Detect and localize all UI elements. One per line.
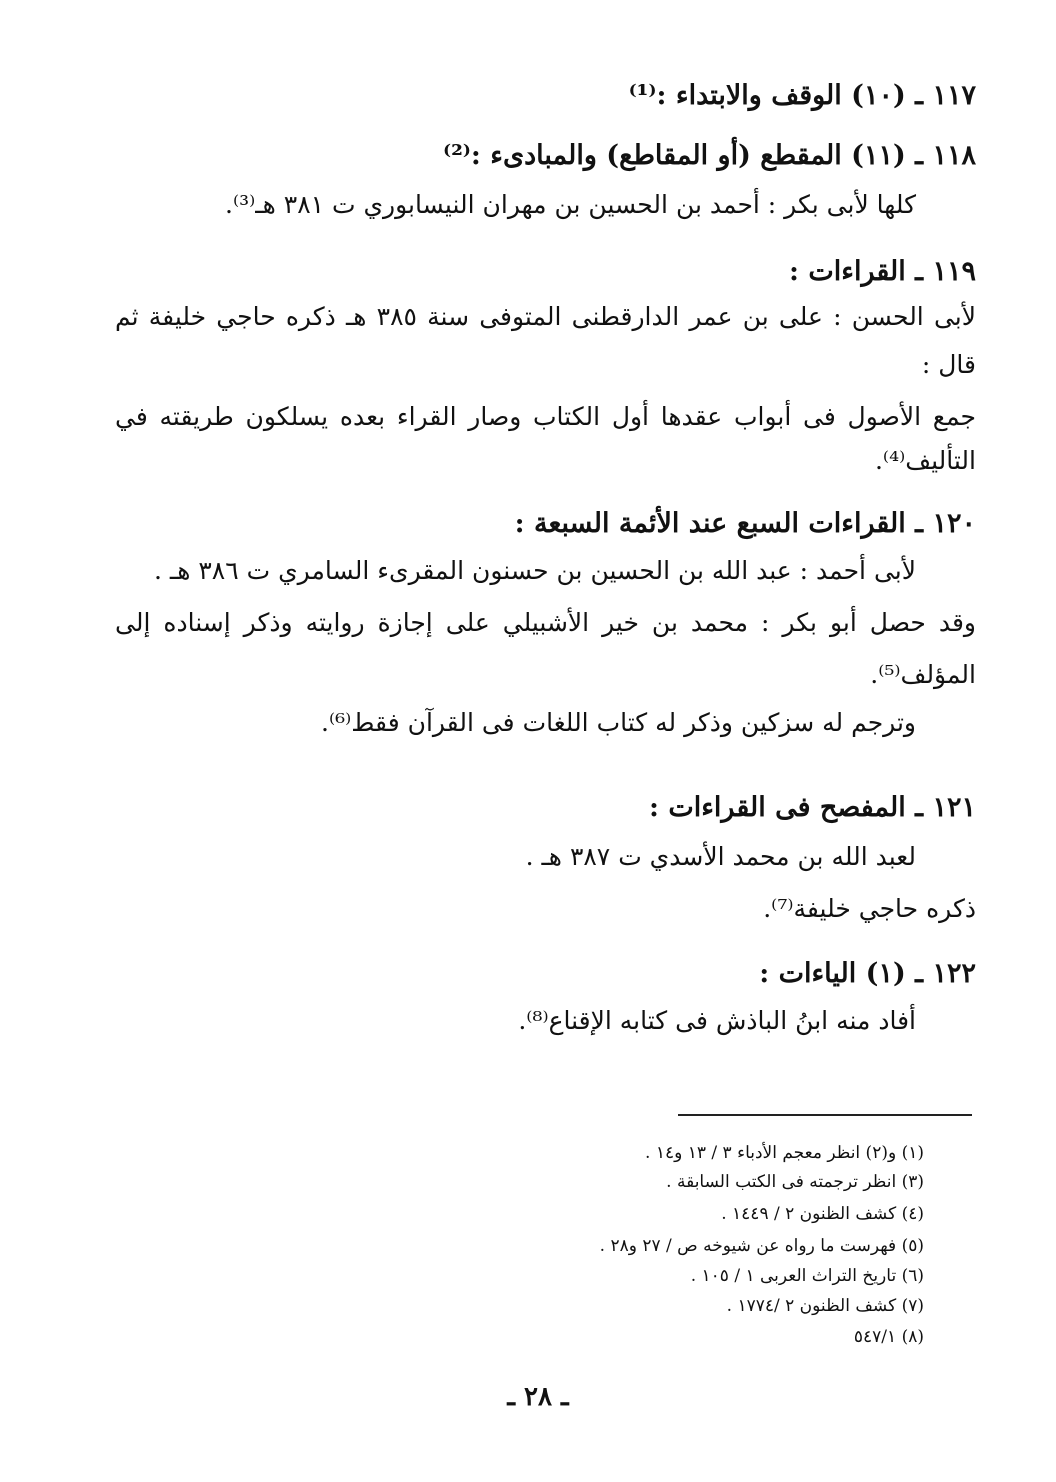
footnote-4: (٤) كشف الظنون ٢ / ١٤٤٩ .: [721, 1204, 924, 1224]
footnote-3: (٣) انظر ترجمته فى الكتب السابقة .: [666, 1172, 924, 1192]
entry-119-text-line-1: لأبى الحسن : على بن عمر الدارقطنى المتوفى سنة ٣٨٥ هـ ذكره حاجي خليفة ثم: [115, 302, 976, 331]
entry-121-text-line-1: لعبد الله بن محمد الأسدي ت ٣٨٧ هـ .: [525, 842, 916, 871]
entry-122-heading: ١٢٢ ـ (١) الياءات :: [759, 958, 976, 989]
footnote-5: (٥) فهرست ما رواه عن شيوخه ص / ٢٧ و٢٨ .: [599, 1236, 924, 1256]
footnote-7: (٧) كشف الظنون ٢ /١٧٧٤ .: [726, 1296, 924, 1316]
entry-121-text-line-2: ذكره حاجي خليفة⁽⁷⁾.: [763, 894, 976, 923]
entry-119-heading: ١١٩ ـ القراءات :: [789, 256, 976, 287]
entry-119-text-line-2: قال :: [921, 350, 976, 379]
entry-120-text-line-2: وقد حصل أبو بكر : محمد بن خير الأشبيلي على إجازة روايته وذكر إسناده إلى: [115, 608, 976, 637]
footnote-1: (١) و(٢) انظر معجم الأدباء ٣ / ١٣ و١٤ .: [645, 1143, 924, 1163]
entry-118-heading: ١١٨ ـ (١١) المقطع (أو المقاطع) والمبادىء :⁽²⁾: [443, 140, 976, 171]
entry-119-text-line-3: جمع الأصول فى أبواب عقدها أول الكتاب وصار القراء بعده يسلكون طريقته في: [115, 402, 976, 431]
footnote-separator: [678, 1114, 972, 1116]
entry-120-text-line-1: لأبى أحمد : عبد الله بن الحسين بن حسنون المقرىء السامري ت ٣٨٦ هـ .: [154, 556, 916, 585]
entry-120-heading: ١٢٠ ـ القراءات السبع عند الأئمة السبعة :: [514, 508, 976, 539]
entry-122-text-line-1: أفاد منه ابنُ الباذش فى كتابه الإقناع⁽⁸⁾.: [518, 1006, 916, 1035]
page-number: ـ ٢٨ ـ: [507, 1382, 569, 1412]
entry-120-text-line-3: المؤلف⁽⁵⁾.: [870, 660, 976, 689]
footnote-6: (٦) تاريخ التراث العربى ١ / ١٠٥ .: [690, 1266, 924, 1286]
entry-119-text-line-4: التأليف⁽⁴⁾.: [874, 446, 976, 475]
footnote-8: (٨) ٥٤٧/١: [853, 1327, 924, 1347]
entry-121-heading: ١٢١ ـ المفصح فى القراءات :: [648, 792, 976, 823]
entry-117-heading: ١١٧ ـ (١٠) الوقف والابتداء :⁽¹⁾: [628, 80, 976, 111]
entry-118-text: كلها لأبى بكر : أحمد بن الحسين بن مهران النيسابوري ت ٣٨١ هـ⁽³⁾.: [225, 190, 916, 219]
entry-120-text-line-4: وترجم له سزكين وذكر له كتاب اللغات فى القرآن فقط⁽⁶⁾.: [321, 708, 916, 737]
